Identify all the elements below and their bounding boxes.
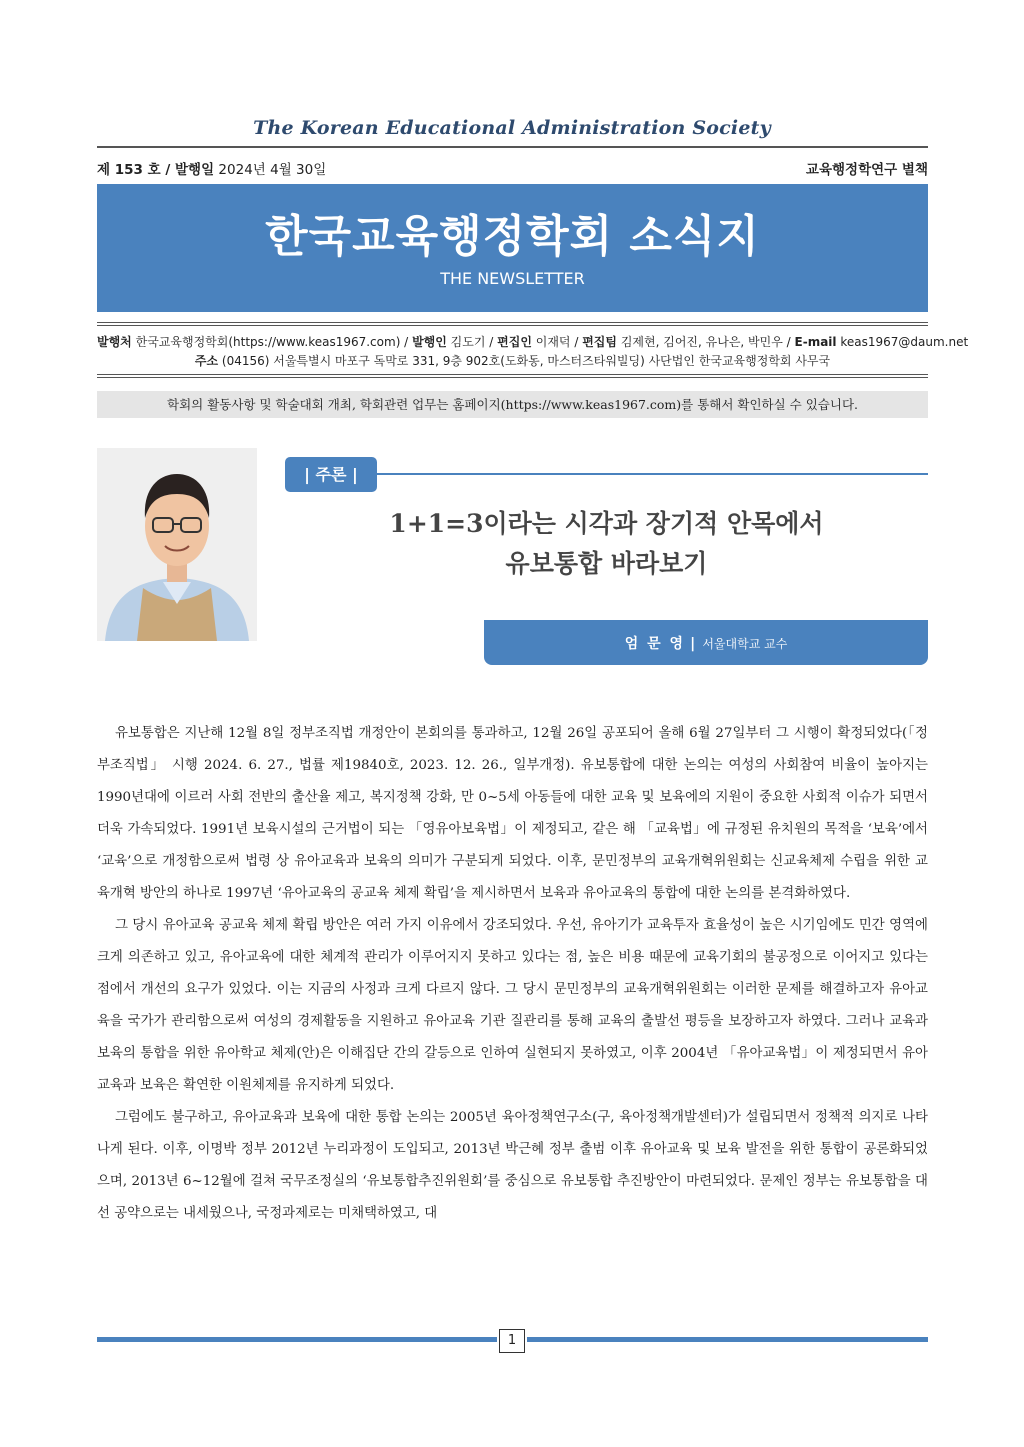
publisher-rule-top-2 <box>97 325 928 326</box>
author-separator: | <box>690 636 698 652</box>
team-value: 김제현, 김어진, 유나은, 박민우 / <box>620 335 791 349</box>
article-title <box>285 504 928 584</box>
editor-label: 편집인 <box>497 335 532 349</box>
supplement-label: 교육행정학연구 별책 <box>805 162 928 178</box>
section-tag-line <box>377 473 928 475</box>
footer-rule-right <box>527 1337 928 1342</box>
article-title-line-1: 1+1=3이라는 시각과 장기적 안목에서 <box>389 509 824 538</box>
author-photo <box>97 448 257 641</box>
page-number: 1 <box>499 1329 525 1353</box>
banner-subtitle: THE NEWSLETTER <box>440 269 585 288</box>
footer-rule-left <box>97 1337 497 1342</box>
society-name: The Korean Educational Administration Society <box>253 117 771 139</box>
issue-info <box>97 158 326 178</box>
issue-date: 2024년 4월 30일 <box>218 162 327 178</box>
publisher-rule-top <box>97 322 928 323</box>
section-tag: | 주론 | <box>285 457 377 492</box>
issue-number: 제 153 호 / 발행일 <box>97 162 215 178</box>
author-bar <box>484 620 928 665</box>
issuer-value: 김도기 / <box>450 335 494 349</box>
publisher-rule-bottom <box>97 374 928 375</box>
issuer-label: 발행인 <box>412 335 447 349</box>
banner-title: 한국교육행정학회 소식지 <box>265 211 760 262</box>
header-rule <box>97 146 928 148</box>
address-line <box>97 352 928 369</box>
publisher-line <box>97 333 969 350</box>
address-label: 주소 <box>194 354 219 368</box>
homepage-notice: 학회의 활동사항 및 학술대회 개최, 학회관련 업무는 홈페이지(https://www.keas1967.com)를 통해서 확인하실 수 있습니다. <box>97 391 928 418</box>
article-paragraph-1: 유보통합은 지난해 12월 8일 정부조직법 개정안이 본회의를 통과하고, 12월 26일 공포되어 올해 6월 27일부터 그 시행이 확정되었다(「정부조직법」 시행 2024. 6. 27., 법률 제19840호, 2023. 12. 26., 일부개정). 유보통합에 대한 논의는 여성의 사회참여 비율이 높아지는 1990년대에 이르러 사회 전반의 출산율 제고, 복지정책 강화, 만 0~5세 아동들에 대한 교육 및 보육에의 지원이 중요한 사회적 이슈가 되면서 더욱 가속되었다. 1991년 보육시설의 근거법이 되는 「영유아보육법」이 제정되고, 같은 해 「교육법」에 규정된 유치원의 목적을 ‘보육’에서 ‘교육’으로 개정함으로써 법령 상 유아교육과 보육의 의미가 구분되게 되었다. 이후, 문민정부의 교육개혁위원회는 신교육체제 수립을 위한 교육개혁 방안의 하나로 1997년 ‘유아교육의 공교육 체제 확립’을 제시하면서 보육과 유아교육의 통합에 대한 논의를 본격화하였다. <box>97 726 928 901</box>
article-paragraph-2: 그 당시 유아교육 공교육 체제 확립 방안은 여러 가지 이유에서 강조되었다. 우선, 유아기가 교육투자 효율성이 높은 시기임에도 민간 영역에 크게 의존하고 있고, 유아교육에 대한 체계적 관리가 이루어지지 못하고 있다는 점, 높은 비용 때문에 교육기회의 불공정으로 이어지고 있다는 점에서 개선의 요구가 있었다. 이는 지금의 사정과 크게 다르지 않다. 그 당시 문민정부의 교육개혁위원회는 이러한 문제를 해결하고자 유아교육을 국가가 관리함으로써 여성의 경제활동을 지원하고 유아교육 기관 질관리를 통해 교육의 출발선 평등을 보장하고자 하였다. 그러나 교육과 보육의 통합을 위한 유아학교 체제(안)은 이해집단 간의 갈등으로 인하여 실현되지 못하였고, 이후 2004년 「유아교육법」이 제정되면서 유아교육과 보육은 확연한 이원체제를 유지하게 되었다. <box>97 918 928 1093</box>
article-paragraph-3: 그럼에도 불구하고, 유아교육과 보육에 대한 통합 논의는 2005년 육아정책연구소(구, 육아정책개발센터)가 설립되면서 정책적 의지로 나타나게 된다. 이후, 이명박 정부 2012년 누리과정이 도입되고, 2013년 박근혜 정부 출범 이후 유아교육 및 보육 발전을 위한 통합이 공론화되었으며, 2013년 6~12월에 걸쳐 국무조정실의 ‘유보통합추진위원회’를 중심으로 유보통합 추진방안이 마련되었다. 문제인 정부는 유보통합을 대선 공약으로는 내세웠으나, 국정과제로는 미채택하였고, 대 <box>97 1110 928 1221</box>
author-affiliation: 서울대학교 교수 <box>702 637 788 651</box>
author-name: 엄 문 영 <box>624 636 686 652</box>
editor-value: 이재덕 / <box>535 335 579 349</box>
email-label: E-mail <box>794 335 837 349</box>
publisher-rule-bottom-2 <box>97 377 928 378</box>
publisher-label: 발행처 <box>97 335 132 349</box>
article-title-line-2: 유보통합 바라보기 <box>505 549 708 578</box>
article-body <box>97 718 928 1230</box>
newsletter-banner <box>97 184 928 312</box>
team-label: 편집팀 <box>582 335 617 349</box>
email-value: keas1967@daum.net <box>840 335 969 349</box>
author-photo-illustration <box>97 448 257 641</box>
publisher-value: 한국교육행정학회(https://www.keas1967.com) / <box>135 335 409 349</box>
address-value: (04156) 서울특별시 마포구 독막로 331, 9층 902호(도화동, 마스터즈타워빌딩) 사단법인 한국교육행정학회 사무국 <box>221 354 831 368</box>
